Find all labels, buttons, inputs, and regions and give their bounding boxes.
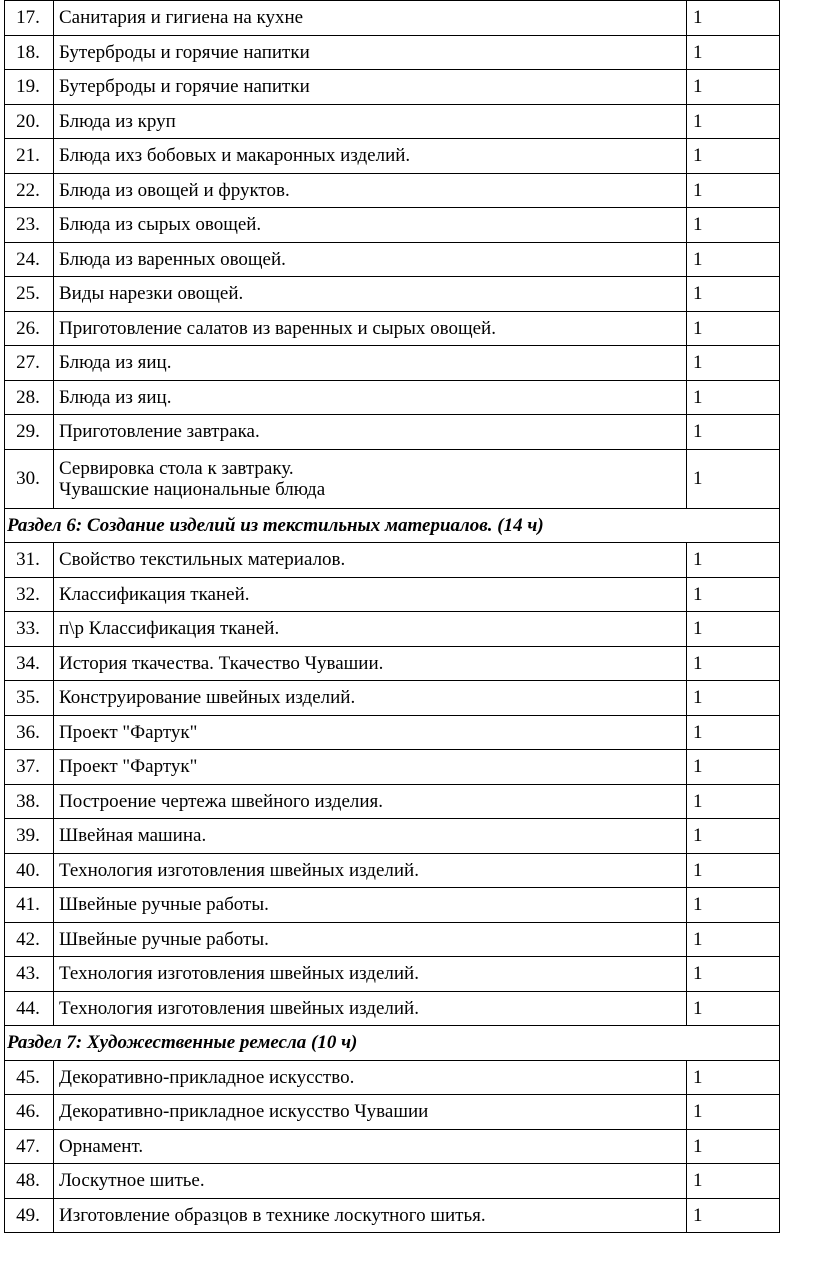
lesson-number: 47. xyxy=(5,1129,54,1164)
lesson-number: 24. xyxy=(5,242,54,277)
lesson-number: 23. xyxy=(5,208,54,243)
lesson-title: Конструирование швейных изделий. xyxy=(54,681,687,716)
lesson-number: 18. xyxy=(5,35,54,70)
lesson-hours: 1 xyxy=(687,242,780,277)
table-row xyxy=(5,1095,780,1130)
lesson-hours: 1 xyxy=(687,1129,780,1164)
lesson-hours: 1 xyxy=(687,415,780,450)
lesson-title: Швейные ручные работы. xyxy=(54,922,687,957)
lesson-hours: 1 xyxy=(687,104,780,139)
lesson-title: Приготовление завтрака. xyxy=(54,415,687,450)
lesson-hours: 1 xyxy=(687,380,780,415)
lesson-title: Декоративно-прикладное искусство. xyxy=(54,1060,687,1095)
table-row xyxy=(5,957,780,992)
lesson-hours: 1 xyxy=(687,750,780,785)
lesson-plan-table xyxy=(4,0,780,1233)
lesson-title: Санитария и гигиена на кухне xyxy=(54,1,687,36)
lesson-hours: 1 xyxy=(687,208,780,243)
lesson-number: 20. xyxy=(5,104,54,139)
table-row xyxy=(5,380,780,415)
table-row xyxy=(5,1129,780,1164)
table-row xyxy=(5,577,780,612)
lesson-number: 43. xyxy=(5,957,54,992)
lesson-hours: 1 xyxy=(687,449,780,508)
lesson-title: Швейные ручные работы. xyxy=(54,888,687,923)
lesson-number: 28. xyxy=(5,380,54,415)
lesson-hours: 1 xyxy=(687,1060,780,1095)
table-row xyxy=(5,35,780,70)
lesson-hours: 1 xyxy=(687,646,780,681)
lesson-number: 17. xyxy=(5,1,54,36)
lesson-title: Построение чертежа швейного изделия. xyxy=(54,784,687,819)
table-row xyxy=(5,750,780,785)
section-header-row xyxy=(5,508,780,543)
table-row xyxy=(5,104,780,139)
lesson-number: 46. xyxy=(5,1095,54,1130)
lesson-number: 38. xyxy=(5,784,54,819)
lesson-number: 33. xyxy=(5,612,54,647)
lesson-title: Проект "Фартук" xyxy=(54,750,687,785)
lesson-number: 21. xyxy=(5,139,54,174)
lesson-title: История ткачества. Ткачество Чувашии. xyxy=(54,646,687,681)
section-title: Раздел 7: Художественные ремесла (10 ч) xyxy=(5,1026,780,1061)
lesson-hours: 1 xyxy=(687,1,780,36)
lesson-title: Технология изготовления швейных изделий. xyxy=(54,957,687,992)
lesson-plan-body xyxy=(5,1,780,1233)
table-row xyxy=(5,853,780,888)
lesson-hours: 1 xyxy=(687,957,780,992)
lesson-hours: 1 xyxy=(687,888,780,923)
lesson-number: 26. xyxy=(5,311,54,346)
lesson-hours: 1 xyxy=(687,70,780,105)
table-row xyxy=(5,311,780,346)
lesson-number: 40. xyxy=(5,853,54,888)
lesson-title: Блюда из круп xyxy=(54,104,687,139)
lesson-title: Декоративно-прикладное искусство Чувашии xyxy=(54,1095,687,1130)
lesson-number: 34. xyxy=(5,646,54,681)
lesson-hours: 1 xyxy=(687,543,780,578)
lesson-hours: 1 xyxy=(687,577,780,612)
lesson-hours: 1 xyxy=(687,784,780,819)
section-title: Раздел 6: Создание изделий из текстильных материалов. (14 ч) xyxy=(5,508,780,543)
lesson-number: 35. xyxy=(5,681,54,716)
lesson-number: 31. xyxy=(5,543,54,578)
table-row xyxy=(5,922,780,957)
lesson-title: Блюда из сырых овощей. xyxy=(54,208,687,243)
lesson-number: 41. xyxy=(5,888,54,923)
table-row xyxy=(5,346,780,381)
table-row xyxy=(5,415,780,450)
lesson-title: Технология изготовления швейных изделий. xyxy=(54,991,687,1026)
lesson-hours: 1 xyxy=(687,1198,780,1233)
lesson-title: Швейная машина. xyxy=(54,819,687,854)
lesson-hours: 1 xyxy=(687,681,780,716)
lesson-hours: 1 xyxy=(687,1095,780,1130)
lesson-number: 39. xyxy=(5,819,54,854)
lesson-title: Орнамент. xyxy=(54,1129,687,1164)
table-row xyxy=(5,612,780,647)
table-row xyxy=(5,173,780,208)
lesson-number: 32. xyxy=(5,577,54,612)
table-row xyxy=(5,70,780,105)
lesson-number: 30. xyxy=(5,449,54,508)
lesson-hours: 1 xyxy=(687,277,780,312)
lesson-title: Лоскутное шитье. xyxy=(54,1164,687,1199)
table-row xyxy=(5,819,780,854)
lesson-number: 44. xyxy=(5,991,54,1026)
table-row xyxy=(5,715,780,750)
lesson-title: Блюда ихз бобовых и макаронных изделий. xyxy=(54,139,687,174)
table-row xyxy=(5,991,780,1026)
lesson-number: 22. xyxy=(5,173,54,208)
lesson-number: 42. xyxy=(5,922,54,957)
table-row xyxy=(5,646,780,681)
table-row xyxy=(5,888,780,923)
lesson-number: 25. xyxy=(5,277,54,312)
lesson-title: Бутерброды и горячие напитки xyxy=(54,70,687,105)
lesson-hours: 1 xyxy=(687,311,780,346)
table-row xyxy=(5,784,780,819)
lesson-number: 49. xyxy=(5,1198,54,1233)
lesson-number: 48. xyxy=(5,1164,54,1199)
lesson-hours: 1 xyxy=(687,612,780,647)
lesson-title: Бутерброды и горячие напитки xyxy=(54,35,687,70)
lesson-number: 36. xyxy=(5,715,54,750)
lesson-number: 29. xyxy=(5,415,54,450)
lesson-hours: 1 xyxy=(687,346,780,381)
table-row xyxy=(5,277,780,312)
lesson-hours: 1 xyxy=(687,922,780,957)
lesson-title: Блюда из яиц. xyxy=(54,346,687,381)
table-row xyxy=(5,208,780,243)
lesson-hours: 1 xyxy=(687,715,780,750)
lesson-title-line: Чувашские национальные блюда xyxy=(59,478,326,500)
lesson-title: Проект "Фартук" xyxy=(54,715,687,750)
lesson-title: Блюда из овощей и фруктов. xyxy=(54,173,687,208)
table-row xyxy=(5,681,780,716)
lesson-title: Блюда из яиц. xyxy=(54,380,687,415)
lesson-number: 19. xyxy=(5,70,54,105)
lesson-title: Свойство текстильных материалов. xyxy=(54,543,687,578)
lesson-hours: 1 xyxy=(687,173,780,208)
lesson-title: Технология изготовления швейных изделий. xyxy=(54,853,687,888)
table-row xyxy=(5,449,780,508)
lesson-title: Изготовление образцов в технике лоскутного шитья. xyxy=(54,1198,687,1233)
table-row xyxy=(5,1060,780,1095)
lesson-title: Блюда из варенных овощей. xyxy=(54,242,687,277)
lesson-title: Виды нарезки овощей. xyxy=(54,277,687,312)
lesson-title-line: Сервировка стола к завтраку. xyxy=(59,457,294,479)
lesson-number: 27. xyxy=(5,346,54,381)
lesson-number: 37. xyxy=(5,750,54,785)
lesson-hours: 1 xyxy=(687,1164,780,1199)
table-row xyxy=(5,1198,780,1233)
table-row xyxy=(5,543,780,578)
table-row xyxy=(5,139,780,174)
table-row xyxy=(5,1164,780,1199)
lesson-hours: 1 xyxy=(687,991,780,1026)
lesson-title: Классификация тканей. xyxy=(54,577,687,612)
lesson-hours: 1 xyxy=(687,139,780,174)
lesson-title: п\р Классификация тканей. xyxy=(54,612,687,647)
lesson-title xyxy=(54,449,687,508)
lesson-title: Приготовление салатов из варенных и сырых овощей. xyxy=(54,311,687,346)
lesson-number: 45. xyxy=(5,1060,54,1095)
section-header-row xyxy=(5,1026,780,1061)
lesson-hours: 1 xyxy=(687,853,780,888)
table-row xyxy=(5,1,780,36)
lesson-hours: 1 xyxy=(687,35,780,70)
table-row xyxy=(5,242,780,277)
lesson-hours: 1 xyxy=(687,819,780,854)
